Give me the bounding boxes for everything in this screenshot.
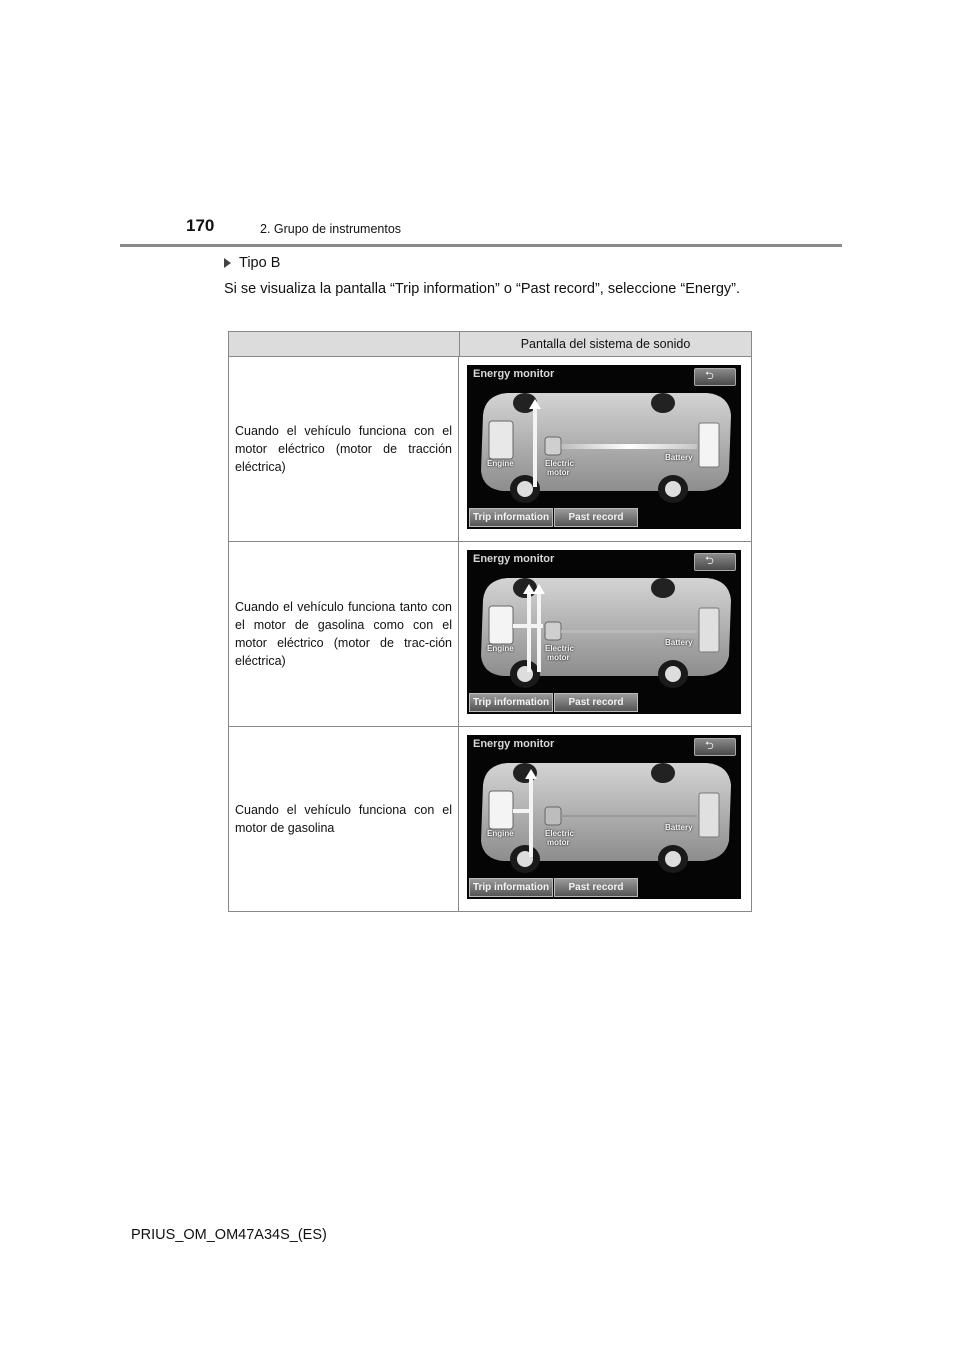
header-rule [120,244,842,247]
battery-icon [699,793,719,837]
subheading-text: Tipo B [239,255,281,271]
row-screen-cell [459,727,751,911]
battery-icon [699,608,719,652]
past-record-button[interactable]: Past record [554,508,638,527]
return-arrow-icon: ⮌ [705,740,714,752]
past-record-button[interactable]: Past record [554,878,638,897]
trip-information-button[interactable]: Trip information [469,878,553,897]
drive-shaft [527,592,531,672]
wheel-icon [513,763,537,783]
screen-title: Energy monitor [473,553,555,565]
row-screen-cell [459,542,751,726]
row-description-cell [229,727,459,911]
wheel-hub-icon [517,481,533,497]
electric-motor-icon [545,807,561,825]
row-description: Cuando el vehículo funciona con el motor eléctrico (motor de tracción eléctrica) [235,424,452,474]
row-description-cell [229,542,459,726]
electric-motor-icon [545,622,561,640]
table-header [229,332,751,357]
drive-shaft [529,777,533,857]
engine-block-icon [489,791,513,829]
motor-label: motor [547,653,570,662]
engine-block-icon [489,421,513,459]
page-number: 170 [186,216,215,235]
car-diagram [467,385,741,507]
wheel-icon [513,578,537,598]
back-button[interactable] [694,368,736,386]
motor-label: motor [547,838,570,847]
energy-monitor-table [228,331,752,912]
screen-title: Energy monitor [473,738,555,750]
energy-monitor-screen [467,735,741,899]
engine-label: Engine [487,644,514,653]
section-title: 2. Grupo de instrumentos [260,222,402,236]
wheel-hub-icon [665,851,681,867]
row-description: Cuando el vehículo funciona con el motor de gasolina [235,803,452,835]
electric-label: Electric [545,644,574,653]
battery-label: Battery [665,453,693,462]
return-arrow-icon: ⮌ [705,370,714,382]
engine-label: Engine [487,459,514,468]
energy-monitor-screen [467,550,741,714]
energy-flow-bar [513,624,543,628]
subheading [224,255,280,271]
wheel-icon [651,578,675,598]
screen-title: Energy monitor [473,368,555,380]
triangle-bullet-icon [224,258,231,268]
drive-shaft [533,407,537,487]
trip-information-button[interactable]: Trip information [469,508,553,527]
energy-flow-bar [513,809,531,813]
drive-shaft [537,592,541,672]
engine-block-icon [489,606,513,644]
table-row [229,727,751,912]
wheel-icon [651,763,675,783]
row-description: Cuando el vehículo funciona tanto con el motor de gasolina como con el motor eléctrico (motor de trac-ción eléctrica) [235,600,452,668]
table-row [229,357,751,542]
row-screen-cell [459,357,751,541]
return-arrow-icon: ⮌ [705,555,714,567]
table-header-label: Pantalla del sistema de sonido [520,337,691,351]
battery-label: Battery [665,823,693,832]
engine-label: Engine [487,829,514,838]
energy-flow-bar [561,630,697,633]
wheel-hub-icon [665,666,681,682]
row-description-cell [229,357,459,541]
trip-information-button[interactable]: Trip information [469,693,553,712]
back-button[interactable] [694,738,736,756]
table-header-empty-cell [229,332,460,356]
table-row [229,542,751,727]
electric-label: Electric [545,459,574,468]
battery-label: Battery [665,638,693,647]
motor-label: motor [547,468,570,477]
energy-flow-bar [561,815,697,817]
battery-icon [699,423,719,467]
past-record-button[interactable]: Past record [554,693,638,712]
electric-motor-icon [545,437,561,455]
electric-label: Electric [545,829,574,838]
document-code: PRIUS_OM_OM47A34S_(ES) [131,1227,327,1243]
car-diagram [467,755,741,877]
back-button[interactable] [694,553,736,571]
car-diagram [467,570,741,692]
wheel-icon [651,393,675,413]
intro-paragraph: Si se visualiza la pantalla “Trip information” o “Past record”, seleccione “Energy”. [224,281,741,297]
wheel-hub-icon [665,481,681,497]
energy-monitor-screen [467,365,741,529]
energy-flow-bar [561,444,697,449]
